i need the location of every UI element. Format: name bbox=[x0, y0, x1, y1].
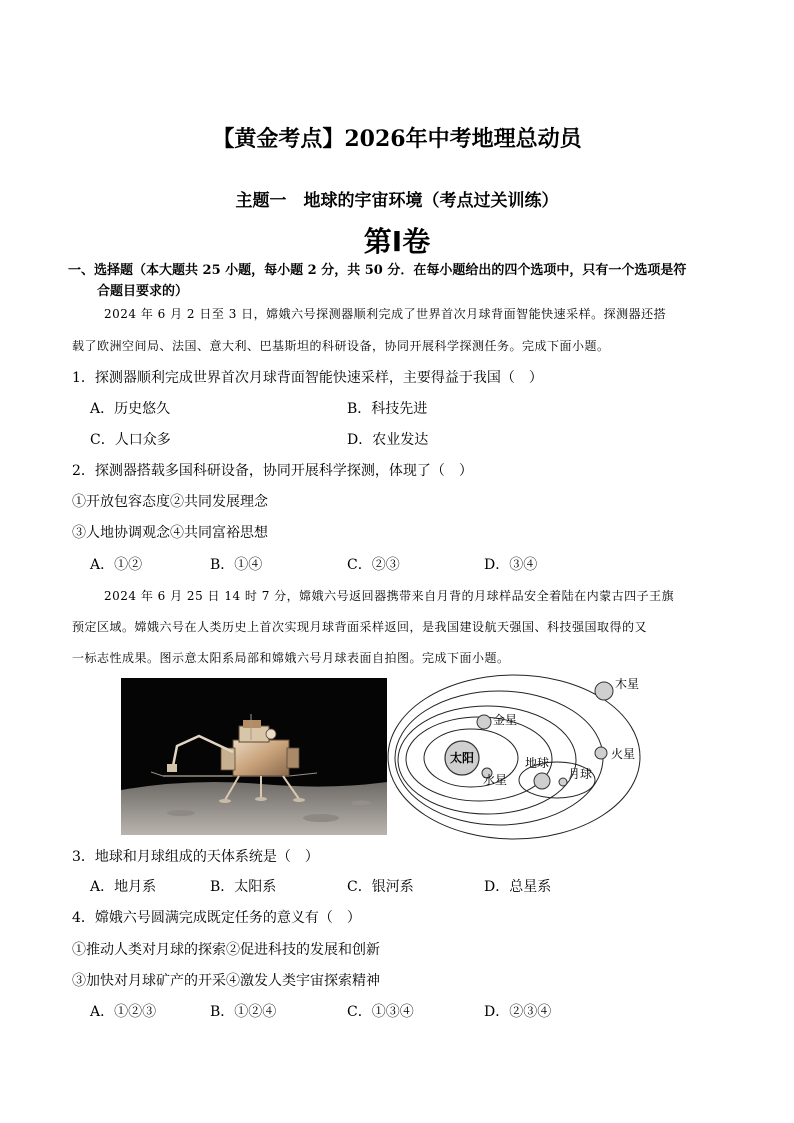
q2-option-d[interactable]: D．③④ bbox=[484, 557, 538, 573]
q2-option-c[interactable]: C．②③ bbox=[347, 557, 400, 573]
section-heading-line1: 一、选择题（本大题共 25 小题，每小题 2 分，共 50 分．在每小题给出的四个选项中，只有一个选项是符 bbox=[68, 263, 687, 278]
q3-option-a[interactable]: A．地月系 bbox=[90, 879, 157, 895]
q4-option-b[interactable]: B．①②④ bbox=[210, 1004, 277, 1020]
q3-stem: 3．地球和月球组成的天体系统是（ ） bbox=[72, 849, 319, 865]
q4-option-c[interactable]: C．①③④ bbox=[347, 1004, 414, 1020]
q2-stem: 2．探测器搭载多国科研设备，协同开展科学探测，体现了（ ） bbox=[72, 463, 473, 479]
document-title: 【黄金考点】2026年中考地理总动员 bbox=[212, 126, 582, 152]
earth-label: 地球 bbox=[525, 756, 550, 770]
passage2-line1: 2024 年 6 月 25 日 14 时 7 分，嫦娥六号返回器携带来自月背的月球样品安全着陆在内蒙古四子王旗 bbox=[104, 589, 675, 603]
solar-system-diagram bbox=[387, 672, 655, 842]
moon-body bbox=[559, 778, 567, 786]
q3-option-d[interactable]: D．总星系 bbox=[484, 879, 552, 895]
q1-option-a[interactable]: A．历史悠久 bbox=[90, 401, 171, 417]
q4-statements-1: ①推动人类对月球的探索②促进科技的发展和创新 bbox=[72, 942, 380, 958]
mars-label: 火星 bbox=[611, 747, 636, 761]
lander-illustration bbox=[121, 678, 387, 835]
passage1-line1: 2024 年 6 月 2 日至 3 日，嫦娥六号探测器顺利完成了世界首次月球背面智能快速采样。探测器还搭 bbox=[104, 307, 667, 321]
section-heading-line2: 合题目要求的） bbox=[97, 284, 189, 299]
mars-orbit bbox=[395, 691, 603, 825]
moon-label: 月球 bbox=[568, 767, 593, 781]
venus-label: 金星 bbox=[493, 713, 518, 727]
q2-statements-2: ③人地协调观念④共同富裕思想 bbox=[72, 525, 268, 541]
q3-option-b[interactable]: B．太阳系 bbox=[210, 879, 277, 895]
change6-lunar-selfie-photo bbox=[121, 678, 387, 835]
mercury-label: 水星 bbox=[483, 773, 508, 787]
q4-statements-2: ③加快对月球矿产的开采④激发人类宇宙探索精神 bbox=[72, 973, 380, 989]
q2-statements-1: ①开放包容态度②共同发展理念 bbox=[72, 494, 268, 510]
q2-option-b[interactable]: B．①④ bbox=[210, 557, 263, 573]
jupiter-label: 木星 bbox=[615, 677, 640, 691]
q1-stem: 1．探测器顺利完成世界首次月球背面智能快速采样，主要得益于我国（ ） bbox=[72, 370, 543, 386]
document-subtitle: 主题一 地球的宇宙环境（考点过关训练） bbox=[235, 191, 559, 211]
lunar-surface bbox=[121, 782, 387, 835]
q1-option-b[interactable]: B．科技先进 bbox=[347, 401, 428, 417]
sun-label: 太阳 bbox=[449, 751, 475, 765]
q4-stem: 4．嫦娥六号圆满完成既定任务的意义有（ ） bbox=[72, 910, 361, 926]
passage1-line2: 载了欧洲空间局、法国、意大利、巴基斯坦的科研设备，协同开展科学探测任务。完成下面小题。 bbox=[72, 339, 610, 353]
earth-body bbox=[534, 773, 550, 789]
q2-option-a[interactable]: A．①② bbox=[90, 557, 143, 573]
q1-option-c[interactable]: C．人口众多 bbox=[90, 432, 171, 448]
section-heading bbox=[68, 260, 738, 302]
q4-option-a[interactable]: A．①②③ bbox=[90, 1004, 157, 1020]
volume-heading: 第Ⅰ卷 bbox=[363, 225, 431, 258]
jupiter-body bbox=[595, 682, 613, 700]
passage2-line3: 一标志性成果。图示意太阳系局部和嫦娥六号月球表面自拍图。完成下面小题。 bbox=[72, 651, 510, 665]
q4-option-d[interactable]: D．②③④ bbox=[484, 1004, 552, 1020]
passage2-line2: 预定区域。嫦娥六号在人类历史上首次实现月球背面采样返回，是我国建设航天强国、科技强国取得的又 bbox=[72, 620, 648, 634]
q3-option-c[interactable]: C．银河系 bbox=[347, 879, 414, 895]
venus-body bbox=[477, 715, 491, 729]
q1-option-d[interactable]: D．农业发达 bbox=[347, 432, 429, 448]
mars-body bbox=[595, 747, 607, 759]
